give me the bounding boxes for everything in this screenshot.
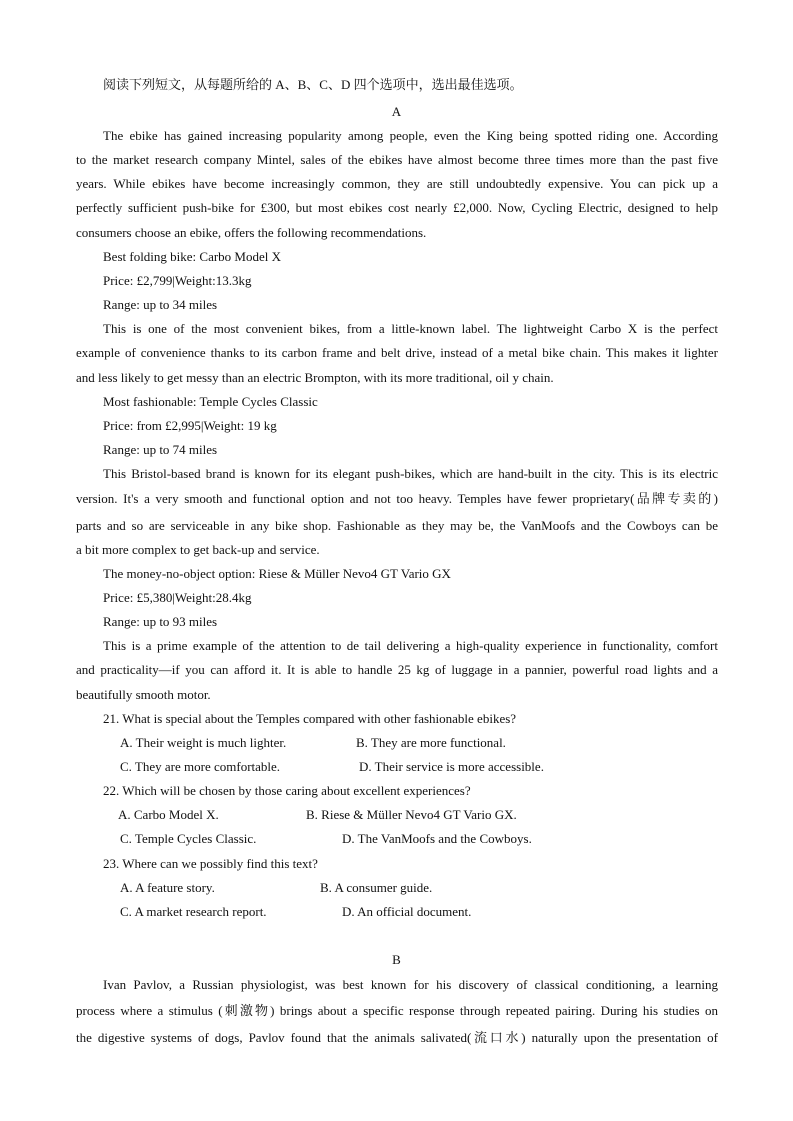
question-23-option-d[interactable]: D. An official document. — [342, 904, 472, 919]
question-21-option-d[interactable]: D. Their service is more accessible. — [359, 759, 544, 774]
question-22-option-d[interactable]: D. The VanMoofs and the Cowboys. — [342, 831, 532, 846]
bike1-price: Price: £2,799|Weight:13.3kg — [103, 273, 252, 288]
question-23-option-a[interactable]: A. A feature story. — [120, 880, 215, 895]
question-21-option-c[interactable]: C. They are more comfortable. — [120, 759, 281, 774]
question-22-option-a[interactable]: A. Carbo Model X. — [118, 807, 219, 822]
section-b-line: the digestive systems of dogs, Pavlov found that the animals salivated(流口水) naturally upon the presentation of — [76, 1030, 718, 1045]
bike3-desc-line: and practicality—if you can afford it. It is able to handle 25 kg of luggage in a pannier, powerful road lights and a — [76, 662, 718, 677]
bike2-desc-line: This Bristol-based brand is known for its elegant push-bikes, which are hand-built in the city. This is its electric — [103, 466, 718, 481]
question-21-option-a[interactable]: A. Their weight is much lighter. — [120, 735, 287, 750]
intro-line: to the market research company Mintel, sales of the ebikes have almost become three times more than the past five — [76, 152, 718, 167]
section-a-label: A — [391, 104, 402, 119]
bike1-desc-line: This is one of the most convenient bikes, from a little-known label. The lightweight Carbo X is the perfect — [103, 321, 718, 336]
bike3-price: Price: £5,380|Weight:28.4kg — [103, 590, 252, 605]
intro-line: years. While ebikes have become increasingly common, they are still undoubtedly expensive. You can pick up a — [76, 176, 718, 191]
bike2-title: Most fashionable: Temple Cycles Classic — [103, 394, 318, 409]
question-21-option-b[interactable]: B. They are more functional. — [356, 735, 506, 750]
bike2-desc-line: parts and so are serviceable in any bike shop. Fashionable as they may be, the VanMoofs and the Cowboys can be — [76, 518, 718, 533]
question-23-option-b[interactable]: B. A consumer guide. — [320, 880, 433, 895]
bike1-range: Range: up to 34 miles — [103, 297, 218, 312]
bike3-desc-line: This is a prime example of the attention to de tail delivering a high-quality experience in functionality, comfort — [103, 638, 718, 653]
question-22-stem: 22. Which will be chosen by those caring about excellent experiences? — [103, 783, 471, 798]
bike2-desc-line: version. It's a very smooth and functional option and not too heavy. Temples have fewer proprietary(品牌专卖的) — [76, 491, 718, 506]
bike3-desc-line: beautifully smooth motor. — [76, 687, 211, 702]
intro-line: The ebike has gained increasing popularity among people, even the King being spotted riding one. According — [103, 128, 718, 143]
intro-line: consumers choose an ebike, offers the following recommendations. — [76, 225, 427, 240]
bike2-range: Range: up to 74 miles — [103, 442, 218, 457]
section-b-line: process where a stimulus (刺激物) brings about a specific response through repeated pairing. During his studies on — [76, 1003, 718, 1018]
question-22-option-c[interactable]: C. Temple Cycles Classic. — [120, 831, 257, 846]
section-b-line: Ivan Pavlov, a Russian physiologist, was best known for his discovery of classical conditioning, a learning — [103, 977, 718, 992]
question-23-option-c[interactable]: C. A market research report. — [120, 904, 267, 919]
instruction: 阅读下列短文，从每题所给的 A、B、C、D 四个选项中，选出最佳选项。 — [103, 77, 523, 92]
section-b-label: B — [392, 952, 401, 967]
question-21-stem: 21. What is special about the Temples compared with other fashionable ebikes? — [103, 711, 517, 726]
bike2-desc-line: a bit more complex to get back-up and service. — [76, 542, 320, 557]
bike1-desc-line: and less likely to get messy than an electric Brompton, with its more traditional, oil y chain. — [76, 370, 554, 385]
bike1-desc-line: example of convenience thanks to its carbon frame and belt drive, instead of a metal bike chain. This makes it lighter — [76, 345, 718, 360]
question-23-stem: 23. Where can we possibly find this text? — [103, 856, 318, 871]
bike3-range: Range: up to 93 miles — [103, 614, 218, 629]
bike3-title: The money-no-object option: Riese & Müller Nevo4 GT Vario GX — [103, 566, 451, 581]
intro-line: perfectly sufficient push-bike for £300, but most ebikes cost nearly £2,000. Now, Cycling Electric, designed to help — [76, 200, 718, 215]
bike1-title: Best folding bike: Carbo Model X — [103, 249, 282, 264]
question-22-option-b[interactable]: B. Riese & Müller Nevo4 GT Vario GX. — [306, 807, 517, 822]
bike2-price: Price: from £2,995|Weight: 19 kg — [103, 418, 277, 433]
